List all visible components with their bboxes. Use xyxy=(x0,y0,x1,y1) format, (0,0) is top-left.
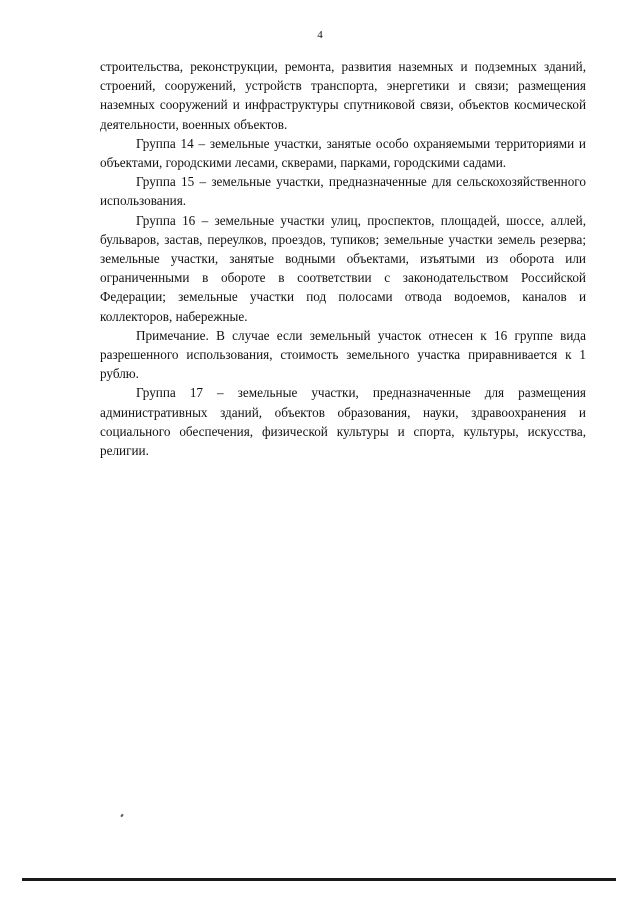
paragraph-note: Примечание. В случае если земельный участок отнесен к 16 группе вида разрешенного использования, стоимость земельного участка приравнивается к 1 рублю. xyxy=(100,327,586,382)
paragraph-group-14: Группа 14 – земельные участки, занятые особо охраняемыми территориями и объектами, городскими лесами, скверами, парками, городскими садами. xyxy=(100,135,586,171)
paragraph-group-15: Группа 15 – земельные участки, предназначенные для сельскохозяйственного использования. xyxy=(100,174,586,209)
document-body xyxy=(100,57,586,460)
scan-speck xyxy=(120,814,123,818)
paragraph-continuation: строительства, реконструкции, ремонта, развития наземных и подземных зданий, строений, сооружений, устройств транспорта, энергетики и связи; размещения наземных сооружений и инфраструктуры спутниковой связи, объектов космической деятельности, военных объектов. xyxy=(100,59,586,132)
bottom-scan-border xyxy=(22,878,616,881)
page-number: 4 xyxy=(317,29,323,41)
paragraph-group-17: Группа 17 – земельные участки, предназначенные для размещения административных зданий, объектов образования, науки, здравоохранения и социального обеспечения, физической культуры и спорта, культуры, искусства, религии. xyxy=(100,385,586,459)
paragraph-group-16: Группа 16 – земельные участки улиц, проспектов, площадей, шоссе, аллей, бульваров, застав, переулков, проездов, тупиков; земельные участки земель резерва; земельные участки, занятые водными объектами, изъятыми из оборота или ограниченными в обороте в соответствии с законодательством Российской Федерации; земельные участки под полосами отвода водоемов, каналов и коллекторов, набережные. xyxy=(100,212,586,324)
